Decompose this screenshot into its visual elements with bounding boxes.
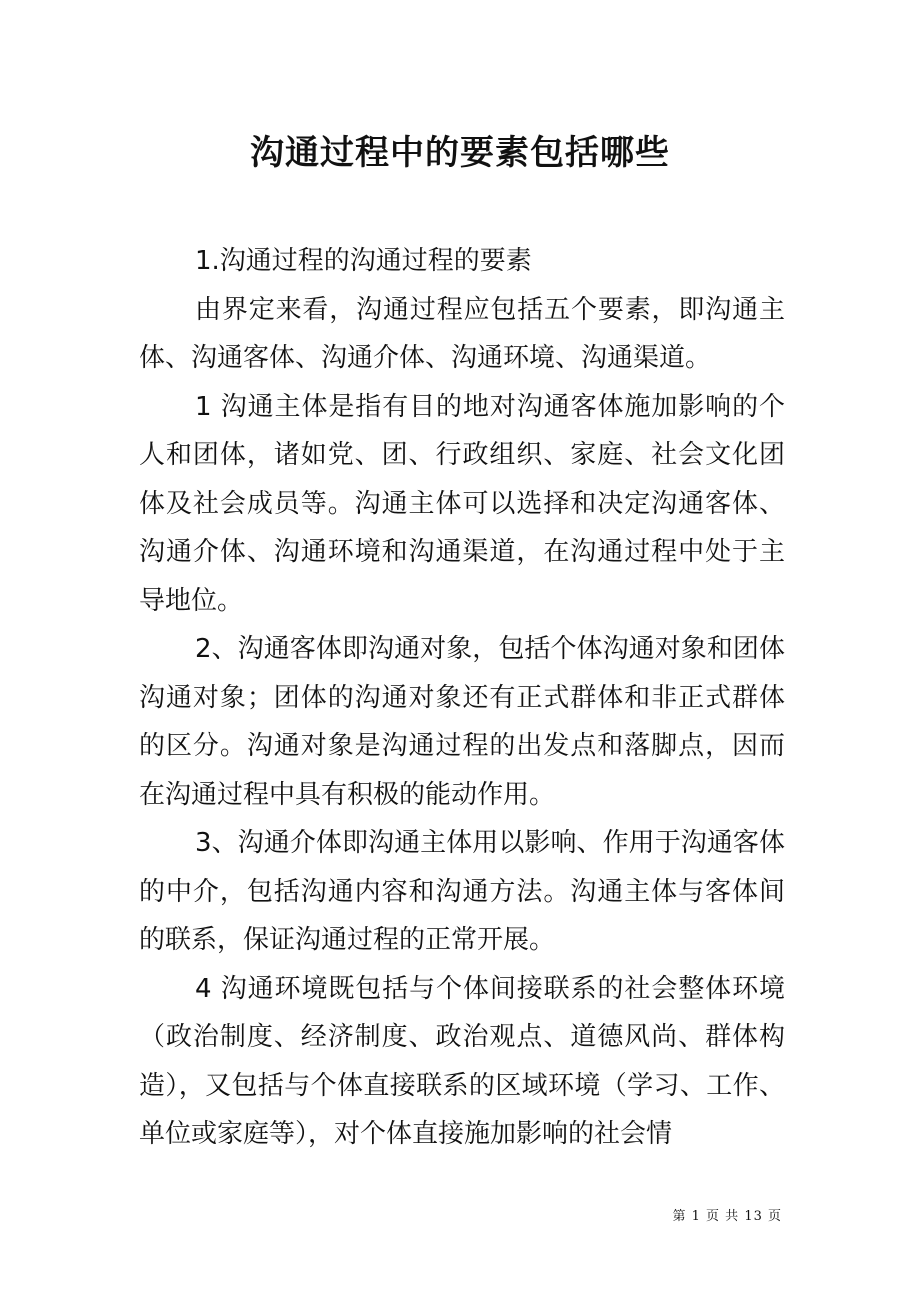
paragraph-subject: 1 沟通主体是指有目的地对沟通客体施加影响的个人和团体，诸如党、团、行政组织、家庭、社会文化团体及社会成员等。沟通主体可以选择和决定沟通客体、沟通介体、沟通环境和沟通渠道，在沟通过程中处于主导地位。	[139, 391, 785, 616]
page-number-footer: 第 1 页 共 13 页	[672, 1209, 782, 1224]
paragraph-section-heading: 1.沟通过程的沟通过程的要素	[195, 246, 532, 276]
paragraph-definition: 由界定来看，沟通过程应包括五个要素，即沟通主体、沟通客体、沟通介体、沟通环境、沟通渠道。	[139, 294, 785, 373]
paragraph-medium: 3、沟通介体即沟通主体用以影响、作用于沟通客体的中介，包括沟通内容和沟通方法。沟通主体与客体间的联系，保证沟通过程的正常开展。	[139, 828, 785, 955]
paragraph-environment: 4 沟通环境既包括与个体间接联系的社会整体环境（政治制度、经济制度、政治观点、道德风尚、群体构造），又包括与个体直接联系的区域环境（学习、工作、单位或家庭等），对个体直接施加影响的社会情	[139, 973, 785, 1149]
paragraph-object: 2、沟通客体即沟通对象，包括个体沟通对象和团体沟通对象；团体的沟通对象还有正式群体和非正式群体的区分。沟通对象是沟通过程的出发点和落脚点，因而在沟通过程中具有积极的能动作用。	[139, 634, 785, 810]
document-title: 沟通过程中的要素包括哪些	[250, 133, 670, 173]
document-body	[139, 237, 785, 1159]
